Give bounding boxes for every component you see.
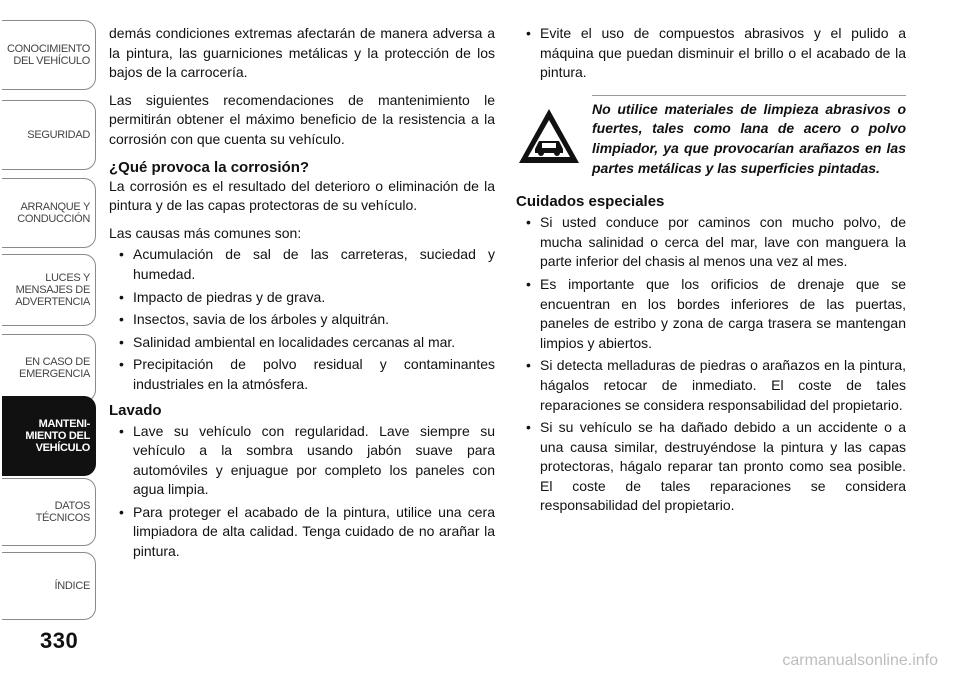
lavado-list	[109, 422, 495, 562]
list-item: • Evite el uso de compuestos abrasivos y el pulido a máquina que puedan disminuir el brillo o el acabado de la pintura.	[516, 24, 906, 83]
list-item: • Acumulación de sal de las carreteras, suciedad y humedad.	[109, 245, 495, 284]
polish-list	[516, 24, 906, 83]
tab-arranque[interactable]: ARRANQUE Y CONDUCCIÓN	[2, 178, 96, 248]
list-item: • Para proteger el acabado de la pintura, utilice una cera limpiadora de alta calidad. Tenga cuidado de no arañar la pintura.	[109, 503, 495, 562]
tab-seguridad[interactable]: SEGURIDAD	[2, 100, 96, 170]
list-item: • Impacto de piedras y de grava.	[109, 288, 495, 308]
warning-triangle-car-icon	[516, 106, 582, 166]
paragraph: La corrosión es el resultado del deterioro o eliminación de la pintura y de las capas protectoras de su vehículo.	[109, 177, 495, 214]
list-item: • Es importante que los orificios de drenaje que se encuentran en los bordes inferiores de las puertas, paneles de estribo y zona de carga trasera se mantengan limpios y abiertos.	[516, 275, 906, 353]
list-item: • Si detecta melladuras de piedras o arañazos en la pintura, hágalos retocar de inmediato. El coste de tales reparaciones se considera responsabilidad del propietario.	[516, 356, 906, 415]
tab-conocimiento[interactable]: CONOCIMIENTO DEL VEHÍCULO	[2, 20, 96, 90]
chapter-tabs	[0, 0, 100, 620]
warning-text: No utilice materiales de limpieza abrasivos o fuertes, tales como lana de acero o polvo limpiador, ya que provocarían arañazos en las partes metálicas y las superficies pintadas.	[592, 100, 906, 176]
tab-indice[interactable]: ÍNDICE	[2, 552, 96, 620]
heading-corrosion: ¿Qué provoca la corrosión?	[109, 158, 310, 176]
list-item: • Insectos, savia de los árboles y alquitrán.	[109, 310, 495, 330]
heading-cuidados: Cuidados especiales	[516, 193, 665, 211]
tab-datos[interactable]: DATOS TÉCNICOS	[2, 478, 96, 546]
tab-luces[interactable]: LUCES Y MENSAJES DE ADVERTENCIA	[2, 254, 96, 326]
warning-box	[516, 95, 906, 178]
list-item: • Salinidad ambiental en localidades cercanas al mar.	[109, 333, 495, 353]
paragraph: Las siguientes recomendaciones de mantenimiento le permitirán obtener el máximo beneficio de la resistencia a la corrosión con que cuenta su vehículo.	[109, 91, 495, 147]
left-column	[109, 24, 495, 565]
list-item: • Si su vehículo se ha dañado debido a un accidente o a una causa similar, destruyéndose la pintura y las capas protectoras, hágalo reparar tan pronto como sea posible. El coste de tales reparaciones se considera responsabilidad del propietario.	[516, 418, 906, 516]
paragraph: demás condiciones extremas afectarán de manera adversa a la pintura, las guarniciones metálicas y la protección de los bajos de la carrocería.	[109, 25, 495, 81]
right-column	[516, 24, 906, 519]
tab-mantenimiento[interactable]: MANTENI- MIENTO DEL VEHÍCULO	[2, 396, 96, 476]
paragraph: Las causas más comunes son:	[109, 224, 302, 241]
list-item: • Si usted conduce por caminos con mucho polvo, de mucha salinidad o cerca del mar, lave con manguera la parte inferior del chasis al menos una vez al mes.	[516, 213, 906, 272]
page-number: 330	[40, 628, 79, 653]
causes-list	[109, 245, 495, 394]
cuidados-list	[516, 213, 906, 516]
list-item: • Precipitación de polvo residual y contaminantes industriales en la atmósfera.	[109, 355, 495, 394]
tab-emergencia[interactable]: EN CASO DE EMERGENCIA	[2, 334, 96, 402]
heading-lavado: Lavado	[109, 401, 162, 419]
warning-rule	[592, 95, 906, 96]
watermark: carmanualsonline.info	[782, 652, 938, 669]
list-item: • Lave su vehículo con regularidad. Lave siempre su vehículo a la sombra usando jabón suave para automóviles y enjuague por completo los paneles con agua limpia.	[109, 422, 495, 500]
